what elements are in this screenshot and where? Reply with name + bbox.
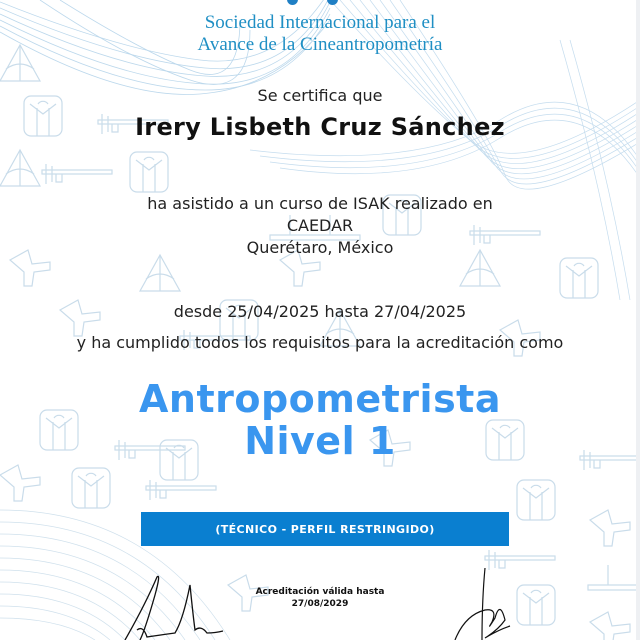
course-location: Querétaro, México xyxy=(246,238,394,257)
validity-label: Acreditación válida hasta xyxy=(255,587,385,597)
profile-banner-label: (TÉCNICO - PERFIL RESTRINGIDO) xyxy=(215,522,435,536)
validity xyxy=(0,586,640,610)
course-dates: desde 25/04/2025 hasta 27/04/2025 xyxy=(173,302,467,321)
course-details xyxy=(0,193,640,259)
accreditation-title xyxy=(0,378,640,462)
organization-name-line1: Sociedad Internacional para el xyxy=(204,12,436,33)
validity-date: 27/08/2029 xyxy=(291,599,349,609)
logo-dot-icon xyxy=(287,0,298,5)
signature-left-icon xyxy=(115,575,225,640)
profile-banner xyxy=(141,512,509,546)
accreditation-level: Nivel 1 xyxy=(244,419,396,463)
logo-dot-icon xyxy=(327,0,338,5)
accreditation-title-line1: Antropometrista xyxy=(138,377,501,421)
course-line: ha asistido a un curso de ISAK realizado en xyxy=(147,194,493,213)
logo-mark xyxy=(0,0,640,6)
organization-name xyxy=(0,12,640,56)
signature-right-icon xyxy=(450,560,520,640)
recipient-name: Irery Lisbeth Cruz Sánchez xyxy=(135,113,505,141)
certify-intro: Se certifica que xyxy=(257,86,383,105)
organization-name-line2: Avance de la Cineantropometría xyxy=(197,34,443,55)
course-venue: CAEDAR xyxy=(286,216,354,235)
requirements-line: y ha cumplido todos los requisitos para la acreditación como xyxy=(76,333,564,352)
